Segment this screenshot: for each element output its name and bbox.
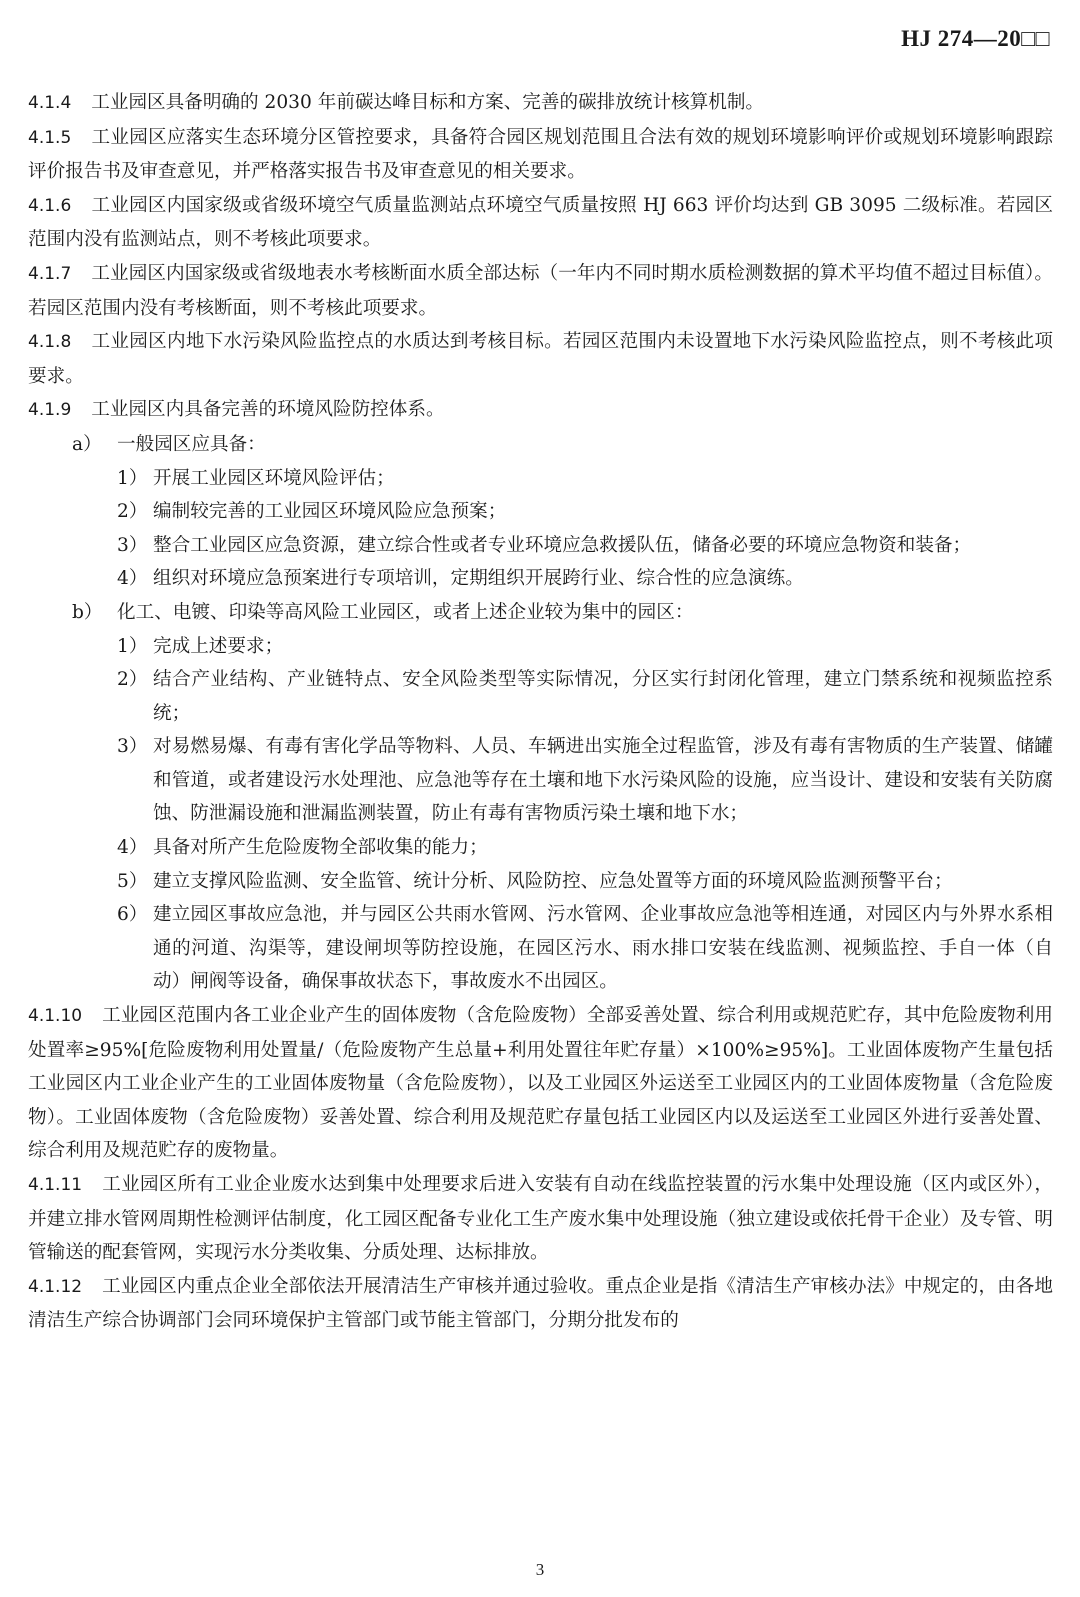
clause-4-1-11	[28, 1168, 1053, 1270]
clause-text: 工业园区内具备完善的环境风险防控体系。	[91, 399, 445, 421]
list-item-text: 建立园区事故应急池，并与园区公共雨水管网、污水管网、企业事故应急池等相连通，对园区内与外界水系相通的河道、沟渠等，建设闸坝等防控设施，在园区污水、雨水排口安装在线监测、视频监控、手自一体（自动）闸阀等设备，确保事故状态下，事故废水不出园区。	[153, 904, 1053, 993]
list-item-number: 1）	[117, 635, 148, 657]
list-item-number: 6）	[117, 904, 148, 926]
clause-text: 工业园区应落实生态环境分区管控要求，具备符合园区规划范围且合法有效的规划环境影响评价或规划环境影响跟踪评价报告书及审查意见，并严格落实报告书及审查意见的相关要求。	[28, 126, 1053, 183]
list-item-text: 结合产业结构、产业链特点、安全风险类型等实际情况，分区实行封闭化管理，建立门禁系统和视频监控系统；	[153, 669, 1053, 724]
list-item-number: 3）	[117, 534, 148, 556]
clause-4-1-5	[28, 121, 1053, 189]
clause-number: 4.1.8	[28, 332, 72, 353]
clause-number: 4.1.5	[28, 127, 72, 148]
clause-text: 工业园区内国家级或省级地表水考核断面水质全部达标（一年内不同时期水质检测数据的算术平均值不超过目标值）。若园区范围内没有考核断面，则不考核此项要求。	[28, 262, 1053, 319]
clause-text: 工业园区所有工业企业废水达到集中处理要求后进入安装有自动在线监控装置的污水集中处理设施（区内或区外），并建立排水管网周期性检测评估制度，化工园区配备专业化工生产废水集中处理设施（独立建设或依托骨干企业）及专管、明管输送的配套管网，实现污水分类收集、分质处理、达标排放。	[28, 1174, 1053, 1264]
list-item-text: 整合工业园区应急资源，建立综合性或者专业环境应急救援队伍，储备必要的环境应急物资和装备；	[153, 534, 972, 556]
list-item-number: 4）	[117, 837, 148, 859]
list-item	[28, 831, 1053, 865]
clause-text: 工业园区范围内各工业企业产生的固体废物（含危险废物）全部妥善处置、综合利用或规范贮存，其中危险废物利用处置率≥95%[危险废物利用处置量/（危险废物产生总量+利用处置往年贮存量）×100%≥95%]。工业固体废物产生量包括工业园区内工业企业产生的工业固体废物量（含危险废物），以及工业园区外运送至工业园区内的工业固体废物量（含危险废物）。工业固体废物（含危险废物）妥善处置、综合利用及规范贮存量包括工业园区内以及运送至工业园区外进行妥善处置、综合利用及规范贮存的废物量。	[28, 1005, 1053, 1162]
list-item-text: 完成上述要求；	[153, 635, 284, 657]
clause-4-1-9	[28, 393, 1053, 428]
clause-number: 4.1.12	[28, 1276, 83, 1297]
sub-clause-b	[28, 596, 1053, 630]
list-item-number: 5）	[117, 870, 148, 892]
clause-4-1-12	[28, 1270, 1053, 1338]
page-number: 3	[535, 1560, 545, 1579]
clause-4-1-4	[28, 86, 1053, 121]
clause-number: 4.1.6	[28, 195, 72, 216]
sub-clause-text: 化工、电镀、印染等高风险工业园区，或者上述企业较为集中的园区：	[117, 601, 694, 623]
clause-4-1-6	[28, 189, 1053, 257]
standard-code: HJ 274—20□□	[901, 26, 1050, 51]
sub-clause-text: 一般园区应具备：	[117, 433, 266, 455]
clause-number: 4.1.9	[28, 400, 72, 421]
clause-text: 工业园区内地下水污染风险监控点的水质达到考核目标。若园区范围内未设置地下水污染风险监控点，则不考核此项要求。	[28, 331, 1053, 387]
clause-number: 4.1.4	[28, 93, 72, 113]
list-item-text: 建立支撑风险监测、安全监管、统计分析、风险防控、应急处置等方面的环境风险监测预警平台；	[153, 870, 953, 892]
list-item-number: 2）	[117, 669, 148, 691]
clause-number: 4.1.7	[28, 263, 72, 284]
clause-text: 工业园区内重点企业全部依法开展清洁生产审核并通过验收。重点企业是指《清洁生产审核办法》中规定的，由各地清洁生产综合协调部门会同环境保护主管部门或节能主管部门，分期分批发布的	[28, 1275, 1053, 1332]
list-item-number: 2）	[117, 501, 148, 523]
list-item	[28, 495, 1053, 529]
list-item-text: 组织对环境应急预案进行专项培训，定期组织开展跨行业、综合性的应急演练。	[153, 568, 804, 590]
sub-clause-a	[28, 428, 1053, 462]
list-item	[28, 730, 1053, 831]
list-item	[28, 865, 1053, 899]
clause-text: 工业园区内国家级或省级环境空气质量监测站点环境空气质量按照 HJ 663 评价均达到 GB 3095 二级标准。若园区范围内没有监测站点，则不考核此项要求。	[28, 194, 1053, 251]
list-item	[28, 529, 1053, 563]
list-item-text: 具备对所产生危险废物全部收集的能力；	[153, 837, 488, 859]
list-item	[28, 663, 1053, 730]
sub-clause-label: b）	[72, 601, 103, 623]
list-item	[28, 630, 1053, 664]
clause-number: 4.1.11	[28, 1175, 83, 1195]
list-item	[28, 462, 1053, 496]
list-item-number: 1）	[117, 467, 148, 489]
list-item-text: 编制较完善的工业园区环境风险应急预案；	[153, 501, 507, 523]
clause-4-1-10	[28, 999, 1053, 1168]
list-item-number: 3）	[117, 736, 148, 758]
clause-4-1-7	[28, 257, 1053, 325]
list-item	[28, 562, 1053, 596]
sub-clause-label: a）	[72, 433, 102, 455]
list-item-number: 4）	[117, 568, 148, 590]
list-item-text: 对易燃易爆、有毒有害化学品等物料、人员、车辆进出实施全过程监管，涉及有毒有害物质的生产装置、储罐和管道，或者建设污水处理池、应急池等存在土壤和地下水污染风险的设施，应当设计、建设和安装有关防腐蚀、防泄漏设施和泄漏监测装置，防止有毒有害物质污染土壤和地下水；	[153, 736, 1053, 825]
list-item	[28, 898, 1053, 999]
clause-number: 4.1.10	[28, 1006, 83, 1027]
clause-text: 工业园区具备明确的 2030 年前碳达峰目标和方案、完善的碳排放统计核算机制。	[91, 92, 765, 113]
document-body	[28, 86, 1053, 1338]
list-item-text: 开展工业园区环境风险评估；	[153, 467, 395, 489]
clause-4-1-8	[28, 325, 1053, 393]
